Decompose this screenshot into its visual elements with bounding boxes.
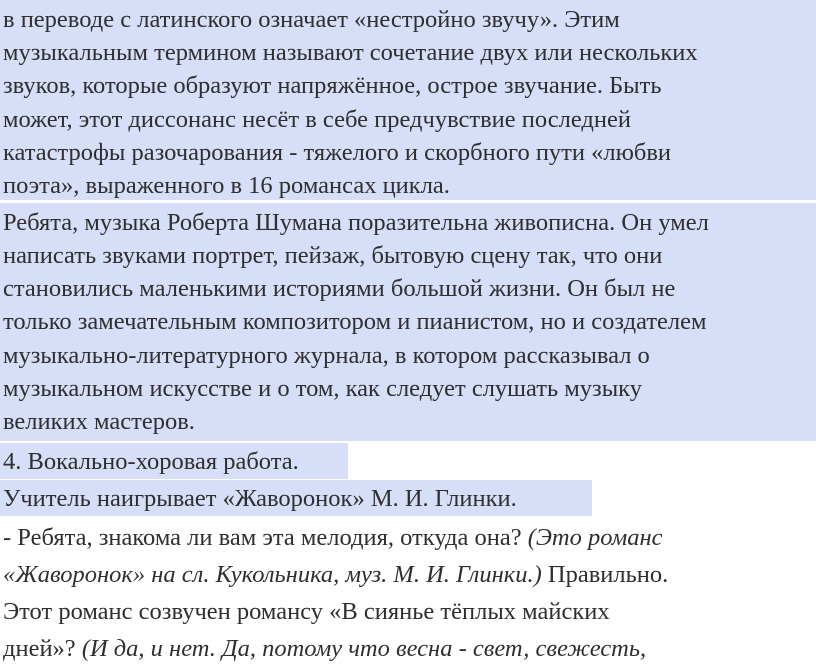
text-line: поэта», выраженного в 16 романсах цикла. (3, 172, 450, 199)
section-heading: 4. Вокально-хоровая работа. (3, 448, 299, 475)
text-line: музыкальном искусстве и о том, как следует слушать музыку (3, 375, 642, 402)
answer-text: (Это романс (527, 524, 663, 551)
text-line: Ребята, музыка Роберта Шумана поразительна живописна. Он умел (3, 209, 709, 236)
text-line (3, 559, 668, 591)
question-text: дней»? (3, 635, 82, 662)
comment-text: Правильно. (541, 561, 669, 588)
text-line: звуков, которые образуют напряжённое, острое звучание. Быть (3, 72, 662, 99)
text-line: великих мастеров. (3, 408, 195, 435)
text-line: может, этот диссонанс несёт в себе предчувствие последней (3, 106, 631, 133)
text-line: катастрофы разочарования - тяжелого и скорбного пути «любви (3, 139, 672, 166)
text-line: только замечательным композитором и пианистом, но и создателем (3, 308, 707, 335)
text-line: в переводе с латинского означает «нестройно звучу». Этим (3, 6, 620, 33)
text-line: становились маленькими историями большой жизни. Он был не (3, 275, 676, 302)
question-text: - Ребята, знакома ли вам эта мелодия, откуда она? (3, 524, 528, 551)
teacher-instruction: Учитель наигрывает «Жаворонок» М. И. Глинки. (3, 485, 517, 512)
text-line: написать звуками портрет, пейзаж, бытовую сцену так, что они (3, 242, 663, 269)
text-line (3, 633, 646, 665)
text-line: музыкальным термином называют сочетание двух или нескольких (3, 39, 698, 66)
text-line: Этот романс созвучен романсу «В сиянье тёплых майских (3, 598, 610, 625)
answer-text: «Жаворонок» на сл. Кукольника, муз. М. И. Глинки.) (3, 561, 542, 588)
answer-text: (И да, и нет. Да, потому что весна - свет, свежесть, (81, 635, 647, 662)
text-line (3, 522, 662, 554)
text-line: музыкально-литературного журнала, в котором рассказывал о (3, 342, 650, 369)
